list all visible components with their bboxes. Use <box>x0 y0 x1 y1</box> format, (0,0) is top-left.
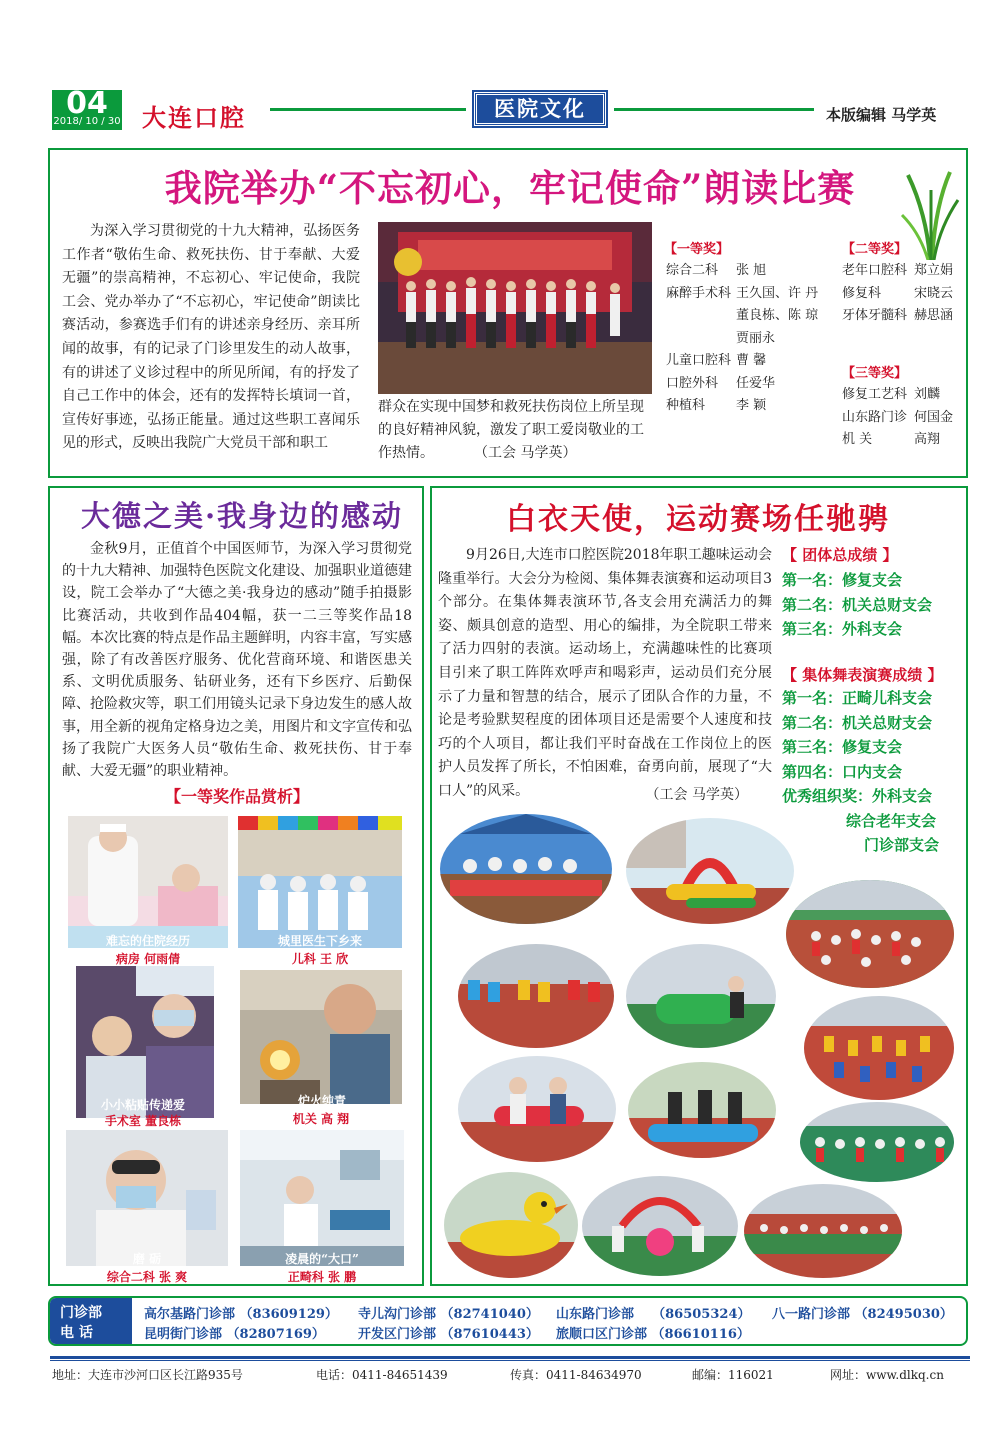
article1-title: 我院举办“不忘初心，牢记使命”朗读比赛 <box>164 166 856 210</box>
photo-group-dance-1 <box>786 880 954 988</box>
photo-inflatable-carry <box>458 1056 616 1162</box>
award-row: 儿童口腔科 曹 馨 <box>666 353 767 368</box>
result-row: 综合老年支会 <box>846 811 937 830</box>
first-prize-list <box>666 260 836 418</box>
footer-website: 网址：www.dlkq.cn <box>830 1368 944 1382</box>
header-rule-left <box>270 108 466 111</box>
article3-title: 白衣天使，运动赛场任驰骋 <box>506 502 890 537</box>
article2-subtitle: 【一等奖作品赏析】 <box>164 787 309 806</box>
result-row: 第一名：正畸儿科支会 <box>782 689 933 707</box>
second-prize-label: 【二等奖】 <box>842 242 908 257</box>
result-row: 第二名：机关总财支会 <box>782 713 933 732</box>
header-rule-right <box>614 108 814 111</box>
award-row: 贾丽永 <box>736 330 776 346</box>
photo-team-race <box>628 1062 776 1158</box>
photo-group-dance-3 <box>800 1102 954 1182</box>
dance-results-list <box>782 686 939 858</box>
result-row: 第四名：口内支会 <box>782 762 903 781</box>
award-row: 牙体牙髓科 赫思涵 <box>842 308 954 323</box>
photo-duck-inflatable <box>444 1172 578 1278</box>
photo4-title: 炉火纯青 <box>297 1094 346 1108</box>
award-row: 种植科 李 颖 <box>666 398 767 413</box>
page-editor: 本版编辑 马学英 <box>826 106 937 124</box>
article1-caption <box>378 396 652 465</box>
section-title: 医院文化 <box>474 92 606 126</box>
photo-early-morning-hospital <box>240 1130 404 1266</box>
award-row: 综合二科 张 旭 <box>666 263 767 278</box>
article3-body: 9月26日,大连市口腔医院2018年职工趣味运动会隆重举行。大会分为检阅、集体舞表演赛和运动项目3个部分。在集体舞表演环节,各支会用充满活力的舞姿、颇具创意的造型、用心的编排，为全院职工带来了活力四射的表演。运动场上，充满趣味性的比赛项目引来了职工阵阵欢呼声和喝彩声，运动员们充分展示了力量和智慧的结合，展示了团队合作的力量，不论是考验默契程度的团体项目还是需要个人速度和技巧的个人项目，都让我们平时奋战在工作岗位上的医护人员发挥了所长，不怕困难，奋勇向前，展现了“大口人”的风采。 <box>438 547 772 799</box>
award-row: 口腔外科 任爱华 <box>666 375 776 391</box>
result-row: 第三名：外科支会 <box>782 620 903 638</box>
result-row: 第三名：修复支会 <box>782 738 903 756</box>
footer-rule <box>50 1356 970 1359</box>
clinic-directory-label <box>50 1298 132 1344</box>
photo-doctors-to-countryside <box>238 816 402 948</box>
photo-inflatable-race <box>626 818 794 924</box>
photo-inflatable-crawl <box>626 944 776 1048</box>
clinic-item: 八一路门诊部 （82495030） <box>772 1307 953 1322</box>
photo-hospital-stay <box>68 816 228 948</box>
photo5-title: 磨 砺 <box>132 1252 162 1266</box>
reading-contest-stage-photo <box>378 222 652 394</box>
clinic-item: 开发区门诊部 （87610443） <box>358 1327 539 1342</box>
result-row: 优秀组织奖：外科支会 <box>782 787 933 805</box>
article1-credit: （工会 马学英） <box>474 445 577 461</box>
photo-relay-track <box>458 944 614 1048</box>
team-results-label: 【 团体总成绩 】 <box>782 546 898 564</box>
photo-opening-ceremony <box>440 814 612 924</box>
issue-date: 2018/ 10 / 30 <box>53 116 121 127</box>
third-prize-list <box>842 384 964 452</box>
result-row: 门诊部支会 <box>864 836 940 854</box>
photo-field-wide <box>744 1184 902 1278</box>
footer-address: 地址：大连市沙河口区长江路935号 <box>52 1368 243 1382</box>
award-row: 麻醉手术科 王久国、许 丹 <box>666 285 819 301</box>
award-row: 老年口腔科 郑立娟 <box>842 263 954 278</box>
clinic-label-1: 门诊部 <box>60 1305 102 1321</box>
clinic-item: 旅顺口区门诊部 （86610116） <box>556 1327 750 1342</box>
photo6-title: 凌晨的“大口” <box>285 1252 359 1266</box>
third-prize-label: 【三等奖】 <box>842 366 908 381</box>
photo2-byline: 儿科 王 欣 <box>291 952 349 966</box>
award-row: 机 关 高翔 <box>842 432 941 447</box>
award-row: 董良栋、陈 琼 <box>736 308 819 323</box>
article2-title: 大德之美·我身边的感动 <box>80 499 404 533</box>
photo1-title: 难忘的住院经历 <box>105 934 190 948</box>
photo3-title: 小小粘贴传递爱 <box>100 1098 185 1112</box>
newspaper-brand: 大连口腔 <box>142 103 246 132</box>
clinic-item: 昆明街门诊部 （82807169） <box>144 1327 325 1342</box>
first-prize-label: 【一等奖】 <box>664 242 730 257</box>
photo1-byline: 病房 何雨倩 <box>115 952 181 966</box>
dance-results-label: 【 集体舞表演赛成绩 】 <box>782 666 943 684</box>
photo4-byline: 机关 高 翔 <box>292 1112 350 1126</box>
clinic-item: 高尔基路门诊部 （83609129） <box>144 1307 338 1322</box>
footer-phone: 电话：0411-84651439 <box>316 1368 448 1382</box>
footer-fax: 传真：0411-84634970 <box>510 1368 642 1382</box>
photo2-title: 城里医生下乡来 <box>277 934 362 948</box>
article1-caption-text: 群众在实现中国梦和救死扶伤岗位上所呈现的良好精神风貌，激发了职工爱岗敬业的工作热情。 <box>378 399 644 461</box>
grass-decoration-icon <box>900 170 960 260</box>
second-prize-list <box>842 260 964 328</box>
award-row: 修复科 宋晓云 <box>842 285 954 301</box>
clinic-item: 山东路门诊部 （86505324） <box>556 1307 751 1322</box>
footer-postcode: 邮编：116021 <box>692 1368 774 1382</box>
page-number: 04 <box>66 86 108 121</box>
photo-furnace-craft <box>240 970 402 1104</box>
article3-credit: （工会 马学英） <box>645 787 748 803</box>
article1-body: 为深入学习贯彻党的十九大精神，弘扬医务工作者“敬佑生命、救死扶伤、甘于奉献、大爱无疆”的崇高精神，不忘初心、牢记使命，我院工会、党办举办了“不忘初心，牢记使命”朗读比赛活动，参赛选手们有的讲述亲身经历、亲耳所闻的故事，有的记录了门诊里发生的动人故事，有的讲述了义诊过程中的所见所闻，有的抒发了自己工作中的体会，还有的发挥特长填词一首，宣传好事迹，弘扬正能量。通过这些职工喜闻乐见的形式，反映出我院广大党员干部和职工 <box>62 223 360 452</box>
clinic-label-2: 电 话 <box>60 1325 93 1341</box>
photo6-byline: 正畸科 张 鹏 <box>287 1270 357 1284</box>
award-row: 山东路门诊 何国金 <box>842 409 954 425</box>
result-row: 第二名：机关总财支会 <box>782 595 933 614</box>
footer-rule-thin <box>50 1360 970 1361</box>
photo3-byline: 手术室 董良栋 <box>104 1114 182 1128</box>
award-row: 修复工艺科 刘麟 <box>842 387 941 402</box>
photo-group-dance-2 <box>804 996 954 1100</box>
team-results-list <box>782 568 932 642</box>
result-row: 第一名：修复支会 <box>782 571 903 589</box>
article2-body: 金秋9月，正值首个中国医师节，为深入学习贯彻党的十九大精神、加强特色医院文化建设、加强职业道德建设，院工会举办了“大德之美·我身边的感动”随手拍摄影比赛活动，共收到作品404幅，获一二三等奖作品18幅。本次比赛的特点是作品主题鲜明，内容丰富，写实感强，除了有改善医疗服务、优化营商环境、和谐医患关系、文明优质服务、钻研业务，还有下乡医疗、后勤保障、抢险救灾等，职工们用镜头记录下身边发生的感人故事，用全新的视角定格身边之美，用图片和文字宣传和弘扬了我院广大医务人员“敬佑生命、救死扶伤、甘于奉献、大爱无疆”的职业精神。 <box>62 541 412 780</box>
photo5-byline: 综合二科 张 爽 <box>106 1270 188 1284</box>
page-number-box <box>52 86 122 130</box>
photo-dental-tempering <box>66 1130 228 1266</box>
clinic-item: 寺儿沟门诊部 （82741040） <box>358 1307 539 1322</box>
photo-ball-game <box>582 1176 738 1276</box>
